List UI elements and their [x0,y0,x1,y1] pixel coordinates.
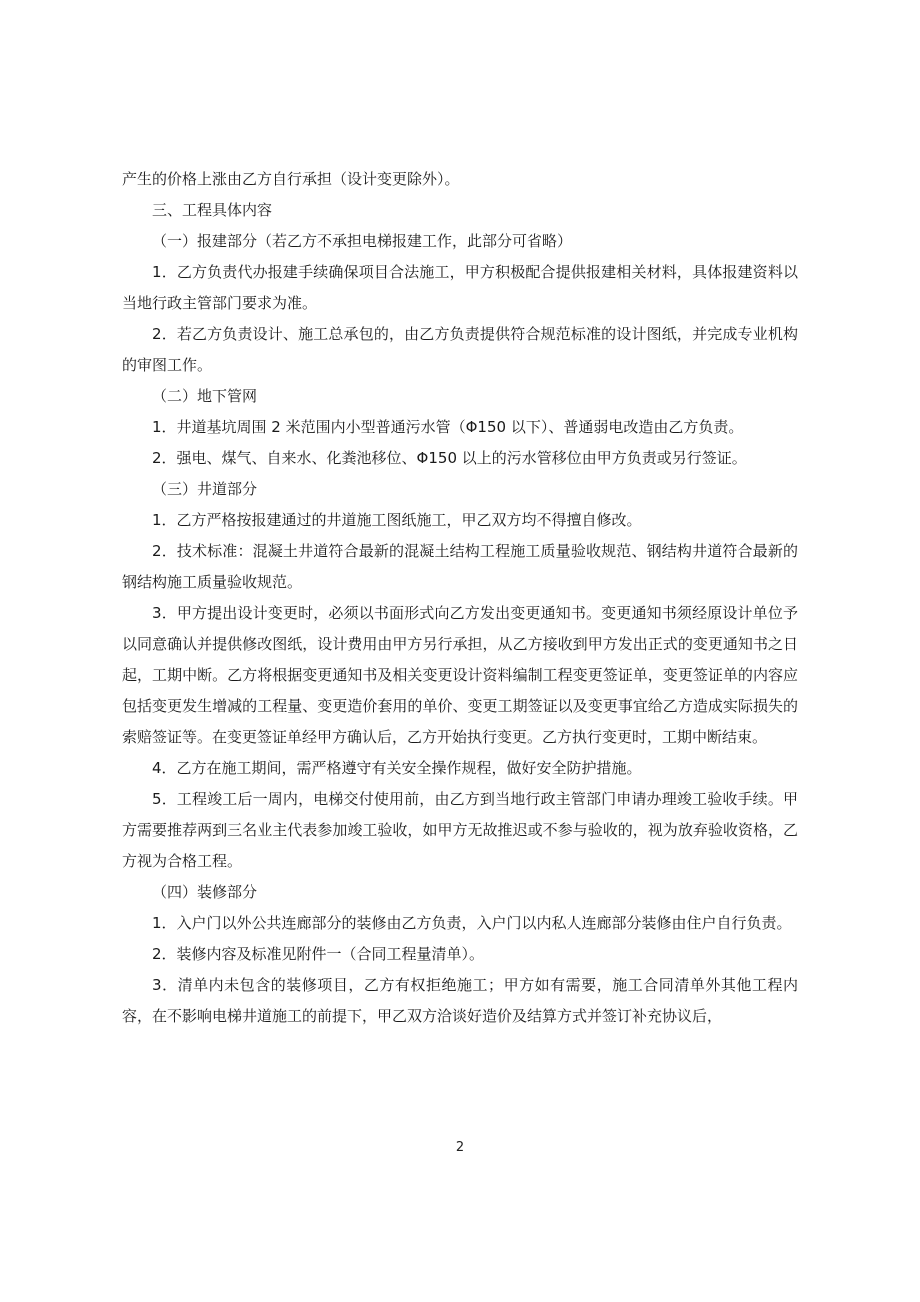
clause-3-2: 2．技术标准：混凝土井道符合最新的混凝土结构工程施工质量验收规范、钢结构井道符合最新的钢结构施工质量验收规范。 [122,542,798,591]
clause-3-3: 3．甲方提出设计变更时，必须以书面形式向乙方发出变更通知书。变更通知书须经原设计单位予以同意确认并提供修改图纸，设计费用由甲方另行承担，从乙方接收到甲方发出正式的变更通知书之日起，工期中断。乙方将根据变更通知书及相关变更设计资料编制工程变更签证单，变更签证单的内容应包括变更发生增减的工程量、变更造价套用的单价、变更工期签证以及变更事宜给乙方造成实际损失的索赔签证等。在变更签证单经甲方确认后，乙方开始执行变更。乙方执行变更时，工期中断结束。 [122,604,798,746]
paragraph-continuation: 产生的价格上涨由乙方自行承担（设计变更除外）。 [122,170,460,188]
subsection-heading-2: （二）地下管网 [152,387,258,405]
page-number: 2 [455,1140,465,1155]
subsection-heading-1: （一）报建部分（若乙方不承担电梯报建工作，此部分可省略） [152,232,573,250]
document-body [122,164,798,1032]
clause-2-1: 1．井道基坑周围 2 米范围内小型普通污水管（Φ150 以下）、普通弱电改造由乙方负责。 [152,418,744,436]
clause-4-3: 3．清单内未包含的装修项目，乙方有权拒绝施工；甲方如有需要，施工合同清单外其他工程内容，在不影响电梯井道施工的前提下，甲乙双方洽谈好造价及结算方式并签订补充协议后， [122,976,798,1025]
clause-3-5: 5．工程竣工后一周内，电梯交付使用前，由乙方到当地行政主管部门申请办理竣工验收手续。甲方需要推荐两到三名业主代表参加竣工验收，如甲方无故推迟或不参与验收的，视为放弃验收资格，乙方视为合格工程。 [122,790,798,870]
clause-1-1: 1．乙方负责代办报建手续确保项目合法施工，甲方积极配合提供报建相关材料，具体报建资料以当地行政主管部门要求为准。 [122,263,798,312]
clause-3-1: 1．乙方严格按报建通过的井道施工图纸施工，甲乙双方均不得擅自修改。 [152,511,642,529]
subsection-heading-3: （三）井道部分 [152,480,258,498]
clause-4-1: 1．入户门以外公共连廊部分的装修由乙方负责，入户门以内私人连廊部分装修由住户自行负责。 [152,914,792,932]
clause-2-2: 2．强电、煤气、自来水、化粪池移位、Φ150 以上的污水管移位由甲方负责或另行签证。 [152,449,747,467]
clause-3-4: 4．乙方在施工期间，需严格遵守有关安全操作规程，做好安全防护措施。 [152,759,642,777]
subsection-heading-4: （四）装修部分 [152,883,258,901]
clause-4-2: 2．装修内容及标准见附件一（合同工程量清单）。 [152,945,485,963]
clause-1-2: 2．若乙方负责设计、施工总承包的，由乙方负责提供符合规范标准的设计图纸，并完成专业机构的审图工作。 [122,325,798,374]
section-heading-3: 三、工程具体内容 [152,201,273,219]
